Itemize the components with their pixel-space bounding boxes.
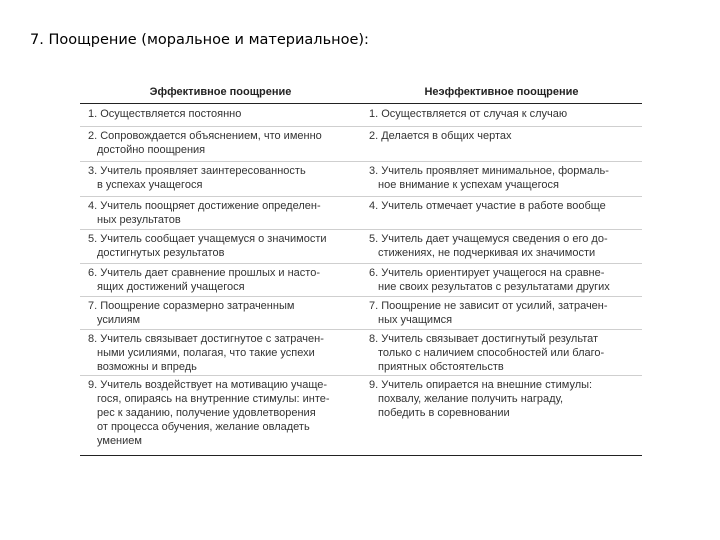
cell-effective	[80, 264, 361, 296]
cell-ineffective	[361, 197, 642, 229]
table-row	[80, 330, 642, 376]
table-row	[80, 230, 642, 264]
cell-line: 8. Учитель связывает достигнутый результат	[369, 333, 599, 345]
cell-line: 6. Учитель дает сравнение прошлых и насто-	[88, 267, 320, 279]
cell-line: гося, опираясь на внутренние стимулы: инте-	[97, 393, 330, 405]
cell-line: 3. Учитель проявляет минимальное, формаль-	[369, 165, 609, 177]
cell-ineffective	[361, 376, 642, 455]
cell-line: умением	[97, 435, 142, 447]
cell-ineffective	[361, 127, 642, 161]
cell-line: в успехах учащегося	[97, 179, 203, 191]
cell-line: ных учащимся	[378, 314, 453, 326]
cell-ineffective	[361, 162, 642, 196]
cell-line: ящих достижений учащегося	[97, 281, 245, 293]
cell-effective	[80, 376, 361, 455]
cell-line: ние своих результатов с результатами других	[378, 281, 610, 293]
cell-effective	[80, 297, 361, 329]
cell-line: 2. Делается в общих чертах	[369, 130, 512, 142]
cell-line: ное внимание к успехам учащегося	[378, 179, 559, 191]
cell-line: рес к заданию, получение удовлетворения	[97, 407, 316, 419]
table-row	[80, 105, 642, 127]
cell-ineffective	[361, 105, 642, 126]
cell-line: 5. Учитель дает учащемуся сведения о его до-	[369, 233, 608, 245]
cell-line: 2. Сопровождается объяснением, что именно	[88, 130, 322, 142]
cell-line: приятных обстоятельств	[378, 361, 504, 373]
cell-line: достигнутых результатов	[97, 247, 225, 259]
cell-line: 7. Поощрение не зависит от усилий, затрачен-	[369, 300, 608, 312]
cell-line: похвалу, желание получить награду,	[378, 393, 564, 405]
cell-line: победить в соревновании	[378, 407, 510, 419]
cell-line: 1. Осуществляется постоянно	[88, 108, 242, 120]
cell-line: стижениях, не подчеркивая их значимости	[378, 247, 596, 259]
cell-line: 4. Учитель отмечает участие в работе вообще	[369, 200, 606, 212]
cell-line: 9. Учитель опирается на внешние стимулы:	[369, 379, 593, 391]
comparison-table	[80, 86, 642, 447]
cell-line: ных результатов	[97, 214, 181, 226]
cell-line: 8. Учитель связывает достигнутое с затрачен-	[88, 333, 324, 345]
table-row	[80, 264, 642, 297]
table-row	[80, 297, 642, 330]
cell-effective	[80, 127, 361, 161]
cell-line: 9. Учитель воздействует на мотивацию учаще-	[88, 379, 328, 391]
table-row	[80, 162, 642, 197]
cell-effective	[80, 330, 361, 375]
cell-line: усилиям	[97, 314, 141, 326]
cell-line: 7. Поощрение соразмерно затраченным	[88, 300, 295, 312]
cell-line: ными усилиями, полагая, что такие успехи	[97, 347, 315, 359]
cell-line: достойно поощрения	[97, 144, 206, 156]
table-row	[80, 127, 642, 162]
cell-effective	[80, 197, 361, 229]
table-row	[80, 376, 642, 456]
header-effective: Эффективное поощрение	[149, 86, 292, 98]
cell-line: 6. Учитель ориентирует учащегося на сравне-	[369, 267, 605, 279]
cell-ineffective	[361, 230, 642, 263]
cell-line: 3. Учитель проявляет заинтересованность	[88, 165, 306, 177]
slide-title: 7. Поощрение (моральное и материальное):	[30, 32, 369, 48]
cell-ineffective	[361, 330, 642, 375]
cell-ineffective	[361, 297, 642, 329]
cell-line: 4. Учитель поощряет достижение определен-	[88, 200, 321, 212]
cell-line: 5. Учитель сообщает учащемуся о значимости	[88, 233, 327, 245]
cell-ineffective	[361, 264, 642, 296]
cell-line: 1. Осуществляется от случая к случаю	[369, 108, 568, 120]
table-row	[80, 197, 642, 230]
table-header	[80, 86, 642, 104]
cell-effective	[80, 105, 361, 126]
cell-effective	[80, 230, 361, 263]
cell-line: от процесса обучения, желание овладеть	[97, 421, 310, 433]
cell-line: только с наличием способностей или благо-	[378, 347, 605, 359]
cell-effective	[80, 162, 361, 196]
cell-line: возможны и впредь	[97, 361, 197, 373]
header-ineffective: Неэффективное поощрение	[424, 86, 579, 98]
